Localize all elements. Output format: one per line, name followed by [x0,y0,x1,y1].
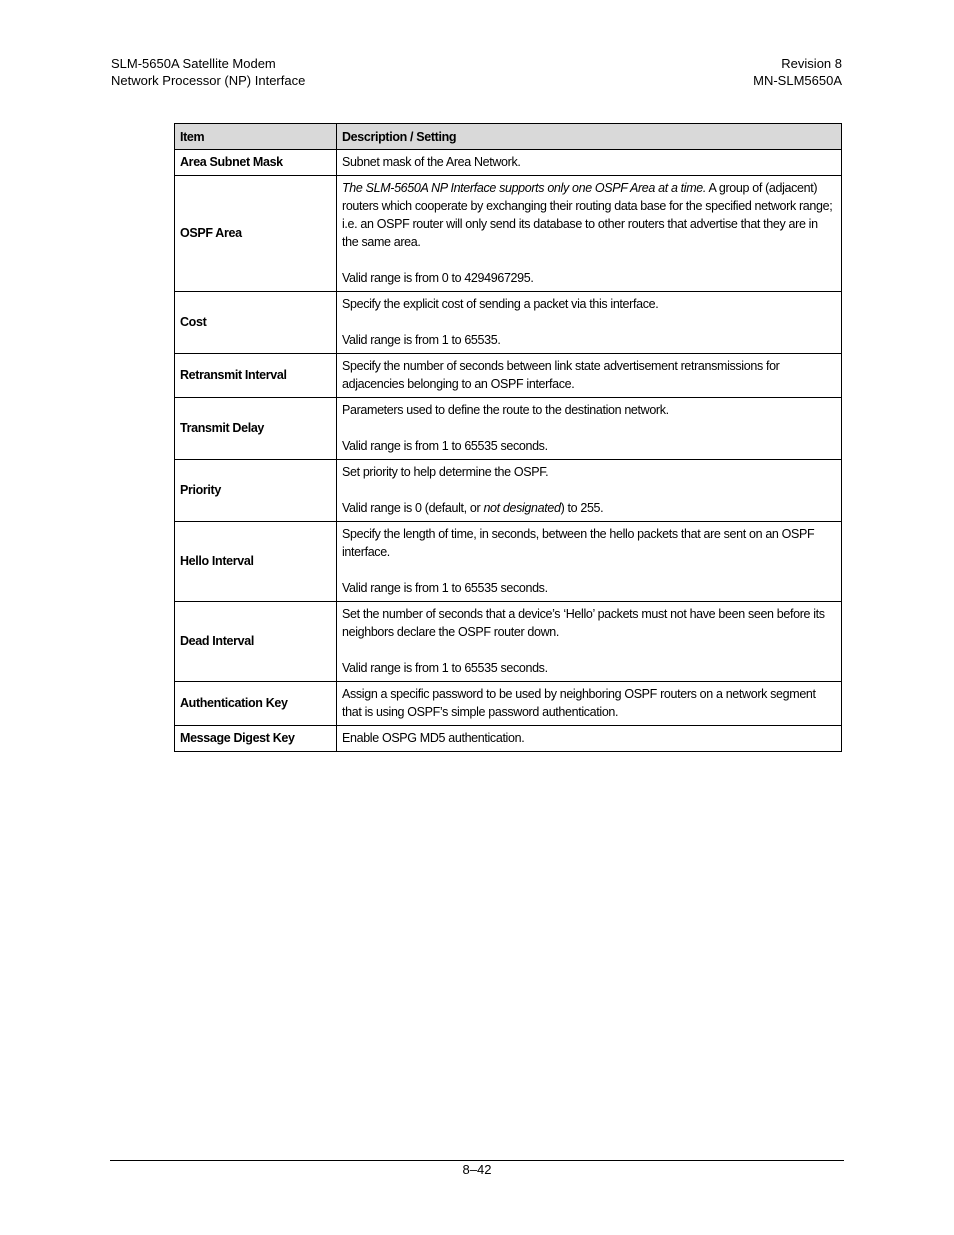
table-row [175,176,842,292]
row-item: Authentication Key [175,682,337,726]
page-header-right [753,56,842,89]
row-item: Retransmit Interval [175,354,337,398]
row-description: Specify the explicit cost of sending a packet via this interface. Valid range is from 1 to 65535. [337,292,842,354]
row-item: Message Digest Key [175,726,337,752]
document-title: SLM-5650A Satellite Modem [111,56,276,71]
row-description: The SLM-5650A NP Interface supports only one OSPF Area at a time. A group of (adjacent) routers which cooperate by exchanging their routing data base for the specified network range; i.e. an OSPF router will only send its database to other routers that advertise that they are in the same area. Valid range is from 0 to 4294967295. [337,176,842,292]
table-row [175,726,842,752]
row-item: Dead Interval [175,602,337,682]
row-description: Specify the number of seconds between link state advertisement retransmissions for adjacencies belonging to an OSPF interface. [337,354,842,398]
row-item: Hello Interval [175,522,337,602]
row-description: Set the number of seconds that a device’s ‘Hello’ packets must not have been seen before its neighbors declare the OSPF router down. Valid range is from 1 to 65535 seconds. [337,602,842,682]
table-row [175,460,842,522]
revision-label: Revision 8 [781,56,842,71]
table-row [175,602,842,682]
row-item: Transmit Delay [175,398,337,460]
table-row [175,292,842,354]
row-description: Set priority to help determine the OSPF. Valid range is 0 (default, or not designated) to 255. [337,460,842,522]
table-header-row [175,124,842,150]
table-row [175,398,842,460]
table-row [175,150,842,176]
row-item: Priority [175,460,337,522]
row-item: Cost [175,292,337,354]
row-description: Assign a specific password to be used by neighboring OSPF routers on a network segment that is using OSPF’s simple password authentication. [337,682,842,726]
page-header-left [111,56,305,89]
row-description: Specify the length of time, in seconds, between the hello packets that are sent on an OSPF interface. Valid range is from 1 to 65535 seconds. [337,522,842,602]
page-number: 8–42 [462,1162,492,1177]
ospf-settings-table [174,123,842,752]
row-item: Area Subnet Mask [175,150,337,176]
document-section: Network Processor (NP) Interface [111,72,306,88]
row-description: Parameters used to define the route to the destination network. Valid range is from 1 to 65535 seconds. [337,398,842,460]
table-row [175,522,842,602]
table-row [175,354,842,398]
row-description: Subnet mask of the Area Network. [337,150,842,176]
manual-number: MN-SLM5650A [753,72,842,88]
row-description: Enable OSPG MD5 authentication. [337,726,842,752]
table-row [175,682,842,726]
column-header-description: Description / Setting [337,124,842,150]
italic-note: The SLM-5650A NP Interface supports only one OSPF Area at a time. [342,181,707,195]
column-header-item: Item [175,124,337,150]
footer-divider [110,1160,844,1161]
row-item: OSPF Area [175,176,337,292]
